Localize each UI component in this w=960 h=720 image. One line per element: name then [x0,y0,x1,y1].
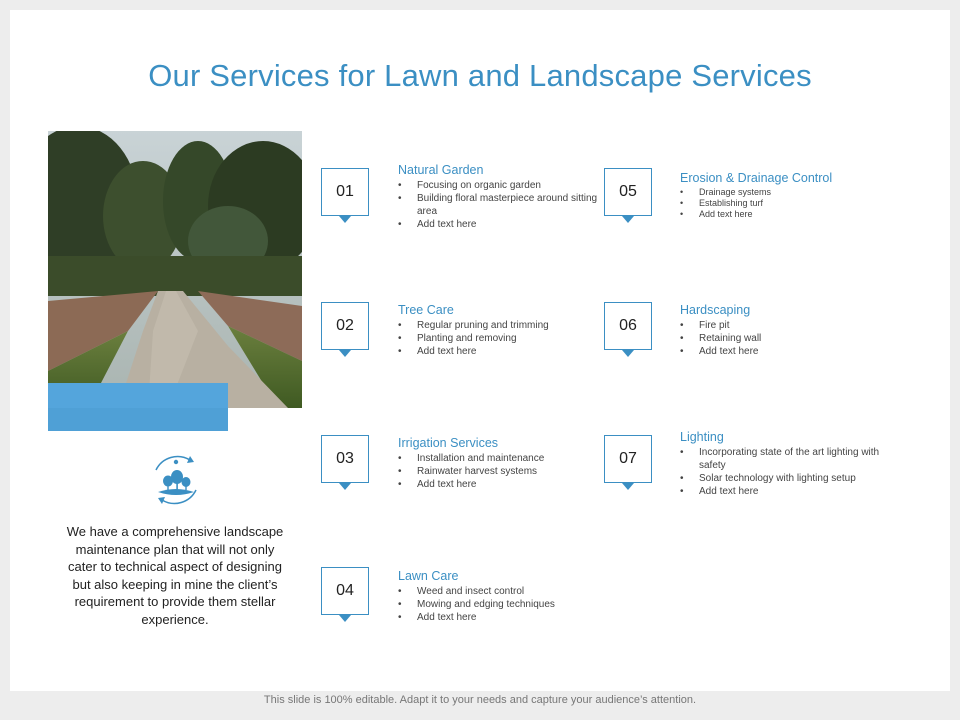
number-box-07 [604,435,652,483]
description-text: We have a comprehensive landscape maintenance plan that will not only cater to technical aspect of designing but also keeping in mine the client’s requirement to provide them stellar experience. [66,524,284,627]
list-item: • Add text here [398,611,608,624]
slide-title: Our Services for Lawn and Landscape Services [148,58,812,93]
service-number: 05 [619,183,637,200]
service-title: Lawn Care [398,569,459,583]
service-list [398,452,608,491]
service-natural-garden [398,163,608,231]
service-list [398,319,608,358]
number-box-06 [604,302,652,350]
pointer-icon [622,350,634,357]
service-lawn-care [398,569,608,624]
pointer-icon [339,350,351,357]
list-item: • Focusing on organic garden [398,179,608,192]
service-erosion-drainage [680,171,870,220]
service-number: 02 [336,317,354,334]
list-item: • Establishing turf [680,198,870,209]
pointer-icon [339,216,351,223]
service-number: 04 [336,582,354,599]
service-list [680,187,870,220]
list-item: • Solar technology with lighting setup [680,472,890,485]
pointer-icon [622,483,634,490]
service-title: Hardscaping [680,303,751,317]
list-item: • Planting and removing [398,332,608,345]
service-irrigation [398,436,608,491]
service-title: Natural Garden [398,163,484,177]
service-title: Irrigation Services [398,436,499,450]
list-item: • Fire pit [680,319,890,332]
footer-note: This slide is 100% editable. Adapt it to your needs and capture your audience’s attention. [263,694,697,706]
list-item: • Mowing and edging techniques [398,598,608,611]
list-item: • Add text here [680,485,890,498]
garden-photo [48,131,302,408]
list-item: • Installation and maintenance [398,452,608,465]
list-item: • Add text here [398,345,608,358]
number-box-01 [321,168,369,216]
list-item: • Incorporating state of the art lighting with safety [680,446,890,472]
service-tree-care [398,303,608,358]
service-number: 07 [619,450,637,467]
service-title: Erosion & Drainage Control [680,171,833,185]
slide [10,10,950,691]
service-hardscaping [680,303,890,358]
service-list [680,319,890,358]
service-title: Lighting [680,430,724,444]
list-item: • Retaining wall [680,332,890,345]
number-box-05 [604,168,652,216]
pointer-icon [339,615,351,622]
service-list [680,446,890,498]
list-item: • Drainage systems [680,187,870,198]
list-item: • Regular pruning and trimming [398,319,608,332]
pointer-icon [339,483,351,490]
service-number: 03 [336,450,354,467]
list-item: • Weed and insect control [398,585,608,598]
service-title: Tree Care [398,303,454,317]
list-item: • Add text here [680,345,890,358]
list-item: • Building floral masterpiece around sitting area [398,192,608,218]
number-box-03 [321,435,369,483]
list-item: • Add text here [680,209,870,220]
list-item: • Add text here [398,478,608,491]
number-box-02 [321,302,369,350]
landscape-logo-icon [146,450,206,510]
accent-band-overlay [48,383,228,408]
service-number: 01 [336,183,354,200]
list-item: • Add text here [398,218,608,231]
service-number: 06 [619,317,637,334]
number-box-04 [321,567,369,615]
pointer-icon [622,216,634,223]
service-list [398,585,608,624]
service-list [398,179,608,231]
service-lighting [680,430,890,498]
list-item: • Rainwater harvest systems [398,465,608,478]
